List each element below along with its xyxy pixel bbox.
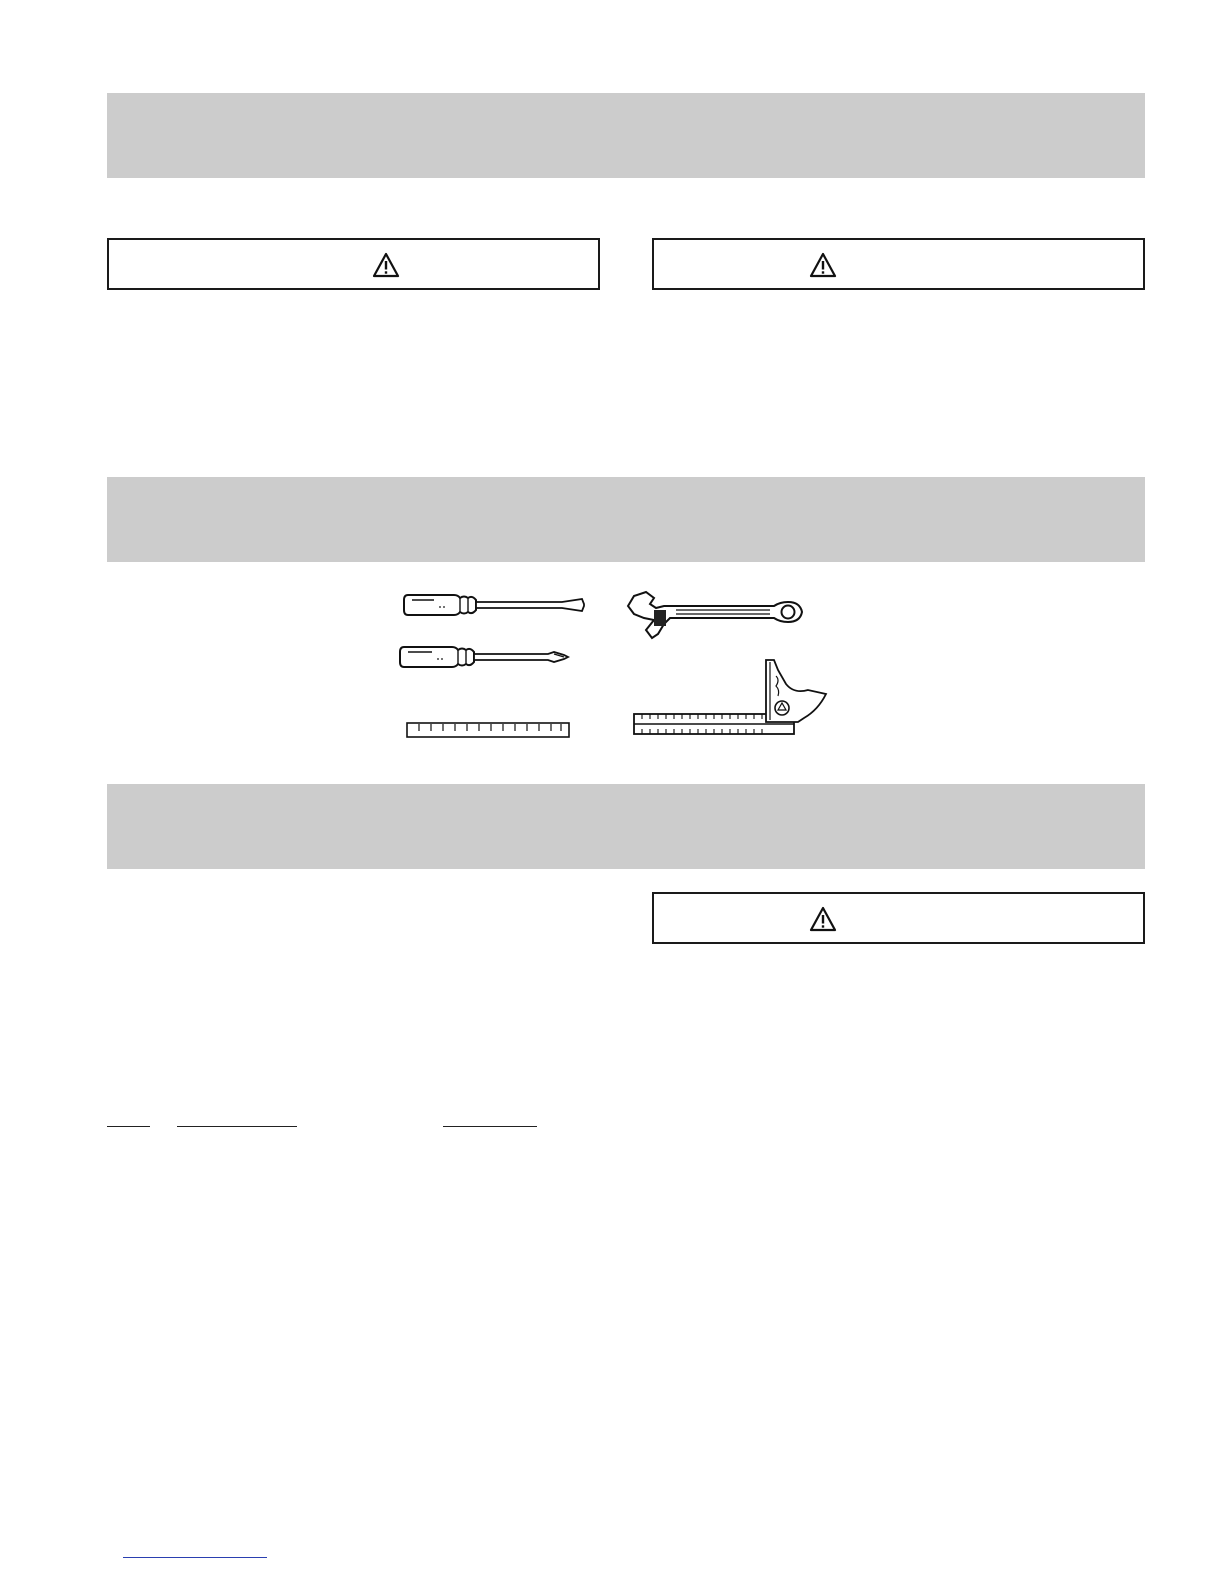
table-header-rule-1: [107, 1126, 150, 1127]
combination-square-icon: [632, 658, 830, 738]
section-heading-band-1: [107, 93, 1145, 178]
warning-box-3: [652, 892, 1145, 944]
flat-screwdriver-icon: [402, 590, 588, 620]
warning-triangle-icon: [809, 906, 837, 932]
section-heading-band-3: [107, 784, 1145, 869]
table-header-rule-3: [443, 1126, 537, 1127]
ruler-icon: [406, 722, 570, 738]
table-header-rule-2: [177, 1126, 297, 1127]
section-heading-band-2: [107, 477, 1145, 562]
footer-link-underline[interactable]: [123, 1557, 267, 1558]
warning-triangle-icon: [372, 252, 400, 278]
phillips-screwdriver-icon: [398, 642, 572, 672]
warning-triangle-icon: [809, 252, 837, 278]
warning-box-1: [107, 238, 600, 290]
warning-box-2: [652, 238, 1145, 290]
adjustable-wrench-icon: [624, 584, 806, 640]
